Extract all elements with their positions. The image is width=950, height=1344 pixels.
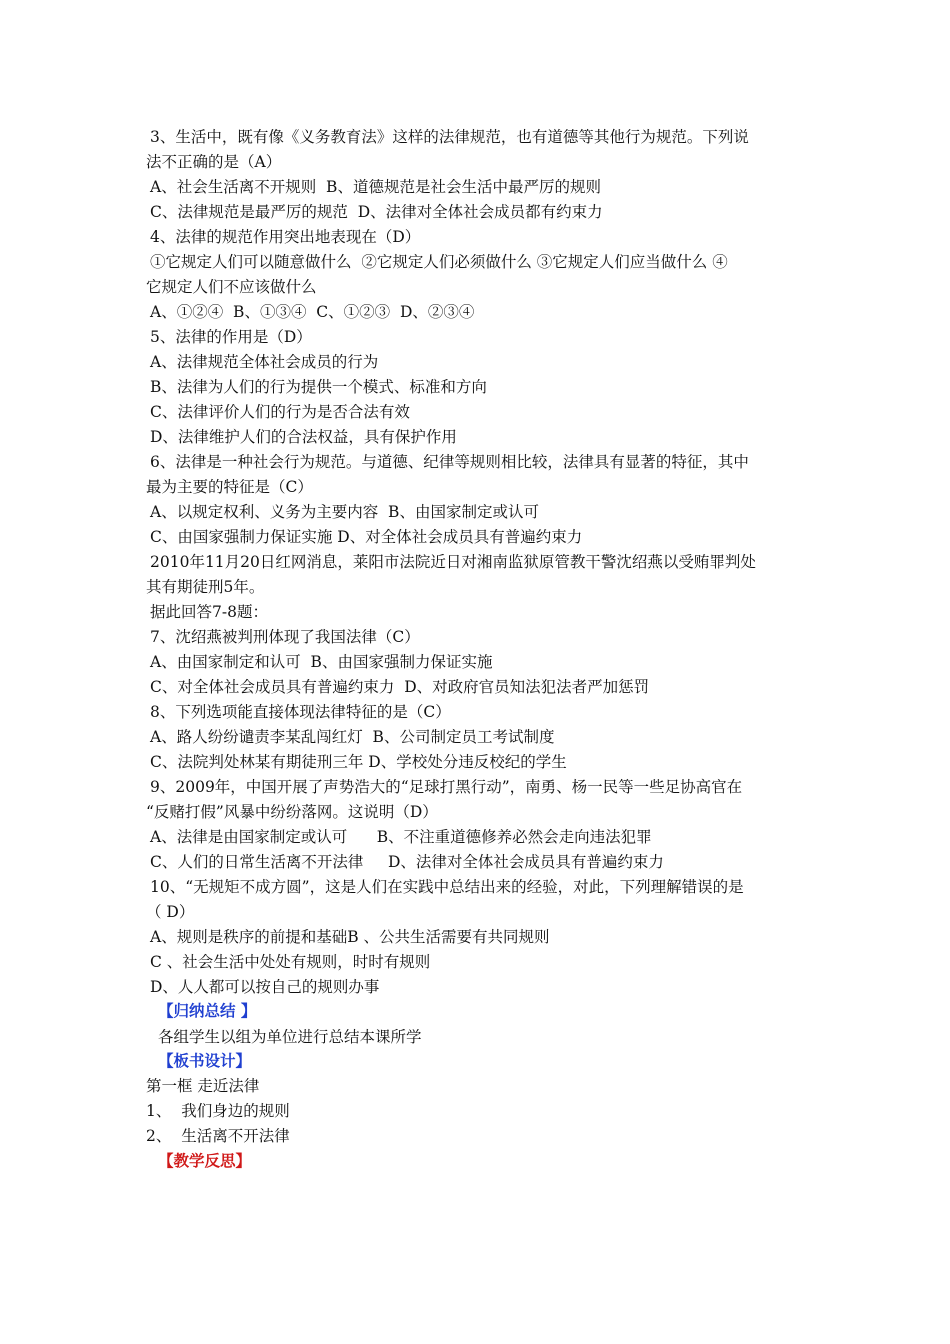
teaching-reflection-heading: 【教学反思】 (158, 1152, 252, 1170)
question-10-stem-line-1: 10、“无规矩不成方圆”，这是人们在实践中总结出来的经验，对此，下列理解错误的是 (150, 878, 744, 896)
question-8-options-cd: C、法院判处林某有期徒刑三年 D、学校处分违反校纪的学生 (150, 753, 567, 771)
question-6-stem-line-1: 6、法律是一种社会行为规范。与道德、纪律等规则相比较，法律具有显著的特征，其中 (150, 453, 749, 471)
question-10-option-d: D、人人都可以按自己的规则办事 (150, 978, 380, 996)
board-line-1: 1、 我们身边的规则 (146, 1102, 290, 1120)
question-9-stem-line-1: 9、2009年，中国开展了声势浩大的“足球打黑行动”，南勇、杨一民等一些足协高官在 (150, 778, 743, 796)
question-10-stem-line-2: （ D） (146, 903, 195, 921)
question-6-options-cd: C、由国家强制力保证实施 D、对全体社会成员具有普遍约束力 (150, 528, 583, 546)
question-10-options-ab: A、规则是秩序的前提和基础B 、公共生活需要有共同规则 (150, 928, 550, 946)
question-3-stem-line-2: 法不正确的是（A） (146, 153, 282, 171)
question-6-stem-line-2: 最为主要的特征是（C） (146, 478, 313, 496)
question-10-option-c: C 、社会生活中处处有规则，时时有规则 (150, 953, 431, 971)
question-4-statements-line-2: 它规定人们不应该做什么 (146, 278, 317, 296)
question-8-stem: 8、下列选项能直接体现法律特征的是（C） (150, 703, 451, 721)
question-4-stem: 4、法律的规范作用突出地表现在（D） (150, 228, 421, 246)
question-6-options-ab: A、以规定权利、义务为主要内容 B、由国家制定或认可 (150, 503, 539, 521)
question-5-option-a: A、法律规范全体社会成员的行为 (150, 353, 379, 371)
question-7-stem: 7、沈绍燕被判刑体现了我国法律（C） (150, 628, 420, 646)
question-3-options-cd: C、法律规范是最严厉的规范 D、法律对全体社会成员都有约束力 (150, 203, 603, 221)
answer-instruction: 据此回答7-8题： (150, 603, 268, 621)
question-4-statements-line-1: ①它规定人们可以随意做什么 ②它规定人们必须做什么 ③它规定人们应当做什么 ④ (150, 253, 728, 271)
board-line-title: 第一框 走近法律 (146, 1077, 260, 1095)
question-3-stem-line-1: 3、生活中，既有像《义务教育法》这样的法律规范，也有道德等其他行为规范。下列说 (150, 128, 749, 146)
question-5-option-b: B、法律为人们的行为提供一个模式、标准和方向 (150, 378, 487, 396)
summary-heading: 【归纳总结 】 (158, 1002, 257, 1020)
question-5-option-c: C、法律评价人们的行为是否合法有效 (150, 403, 410, 421)
question-9-stem-line-2: “反赌打假”风暴中纷纷落网。这说明（D） (146, 803, 438, 821)
question-4-options: A、①②④ B、①③④ C、①②③ D、②③④ (150, 303, 475, 321)
news-material-line-1: 2010年11月20日红网消息，莱阳市法院近日对湘南监狱原管教干警沈绍燕以受贿罪判处 (150, 553, 756, 571)
question-9-options-ab: A、法律是由国家制定或认可 B、不注重道德修养必然会走向违法犯罪 (150, 828, 652, 846)
question-7-options-cd: C、对全体社会成员具有普遍约束力 D、对政府官员知法犯法者严加惩罚 (150, 678, 650, 696)
question-3-options-ab: A、社会生活离不开规则 B、道德规范是社会生活中最严厉的规则 (150, 178, 601, 196)
question-5-option-d: D、法律维护人们的合法权益，具有保护作用 (150, 428, 457, 446)
question-7-options-ab: A、由国家制定和认可 B、由国家强制力保证实施 (150, 653, 493, 671)
question-8-options-ab: A、路人纷纷谴责李某乱闯红灯 B、公司制定员工考试制度 (150, 728, 555, 746)
summary-text: 各组学生以组为单位进行总结本课所学 (158, 1028, 422, 1046)
board-design-heading: 【板书设计】 (158, 1052, 252, 1070)
question-5-stem: 5、法律的作用是（D） (150, 328, 312, 346)
question-9-options-cd: C、人们的日常生活离不开法律 D、法律对全体社会成员具有普遍约束力 (150, 853, 664, 871)
board-line-2: 2、 生活离不开法律 (146, 1127, 290, 1145)
news-material-line-2: 其有期徒刑5年。 (146, 578, 265, 596)
